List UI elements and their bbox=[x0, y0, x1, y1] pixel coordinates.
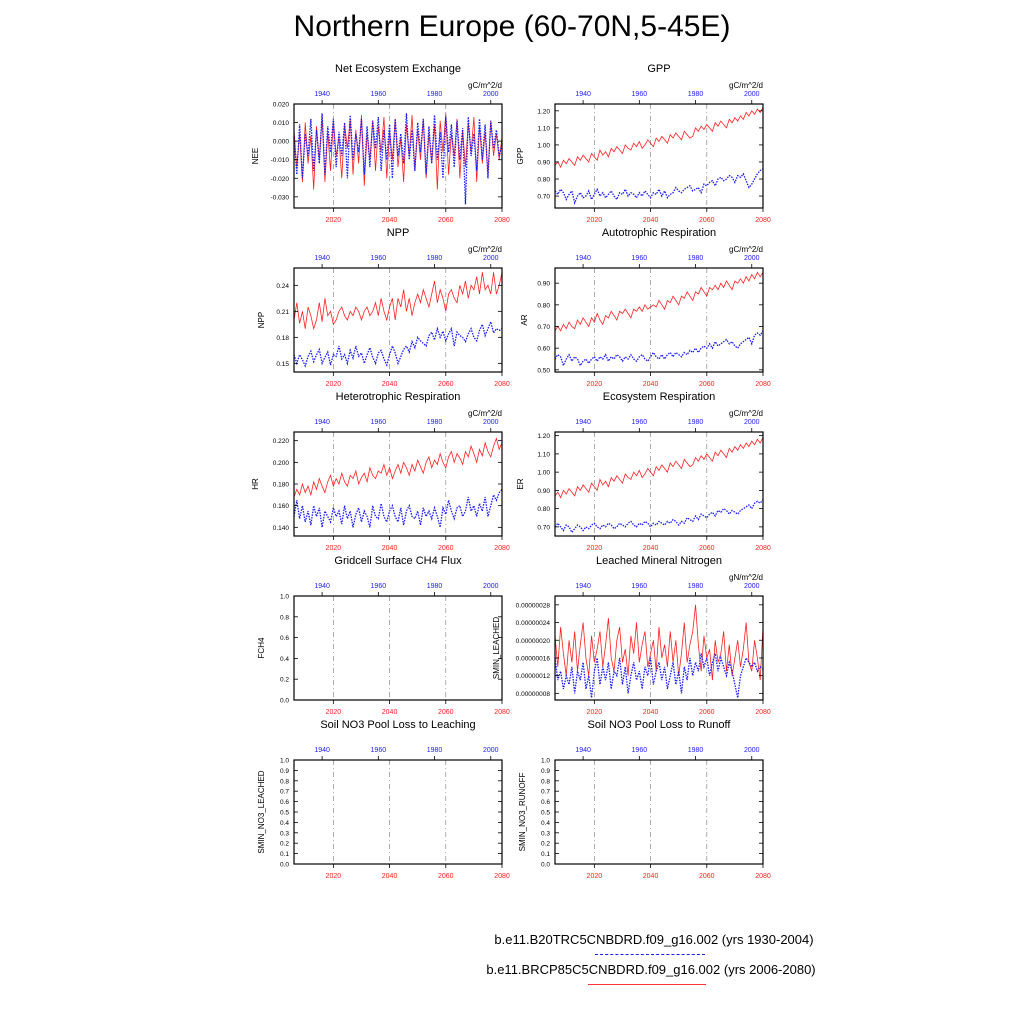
y-tick-label: 0.7 bbox=[540, 788, 550, 796]
x-tick-label-top: 2000 bbox=[482, 255, 499, 262]
series-line-historical bbox=[555, 169, 763, 203]
y-tick-label: 0.220 bbox=[272, 438, 289, 446]
x-tick-label-top: 1960 bbox=[631, 419, 648, 426]
y-tick-label: 0.3 bbox=[279, 830, 289, 838]
x-tick-label-bottom: 2020 bbox=[325, 217, 342, 224]
y-tick-label: 0.80 bbox=[537, 302, 550, 310]
chart-panel-8 bbox=[257, 719, 510, 880]
series-line-historical bbox=[294, 489, 502, 527]
y-tick-label: 0.70 bbox=[537, 324, 550, 331]
plot-frame bbox=[555, 104, 763, 208]
y-tick-label: 1.20 bbox=[537, 108, 550, 116]
y-tick-label: 0.00000024 bbox=[515, 620, 550, 628]
x-tick-label-bottom: 2080 bbox=[494, 381, 510, 388]
legend-historical-swatch bbox=[595, 954, 705, 955]
x-tick-label-top: 2000 bbox=[482, 583, 499, 590]
x-tick-label-bottom: 2020 bbox=[586, 873, 603, 880]
y-tick-label: 0.90 bbox=[537, 280, 550, 288]
x-tick-label-top: 1960 bbox=[370, 747, 387, 754]
y-tick-label: 0.140 bbox=[272, 524, 289, 532]
y-tick-label: 0.010 bbox=[272, 120, 289, 128]
x-tick-label-bottom: 2060 bbox=[698, 709, 715, 716]
y-tick-label: -0.030 bbox=[270, 194, 289, 202]
y-tick-label: 1.00 bbox=[537, 142, 550, 150]
y-tick-label: 0.00000020 bbox=[515, 637, 550, 645]
x-tick-label-bottom: 2040 bbox=[381, 381, 398, 388]
y-tick-label: 0.6 bbox=[279, 799, 289, 807]
x-tick-label-bottom: 2040 bbox=[381, 217, 398, 224]
figure-title: Northern Europe (60-70N,5-45E) bbox=[293, 10, 731, 43]
y-tick-label: -0.010 bbox=[270, 157, 289, 165]
chart-panel-1 bbox=[516, 63, 771, 224]
series-line-rcp bbox=[555, 605, 763, 680]
x-tick-label-bottom: 2020 bbox=[586, 217, 603, 224]
x-tick-label-bottom: 2020 bbox=[586, 709, 603, 716]
y-tick-label: 0.50 bbox=[537, 367, 550, 375]
y-tick-label: 0.000 bbox=[272, 138, 289, 146]
y-tick-label: 0.9 bbox=[279, 767, 289, 775]
y-tick-label: 0.0 bbox=[540, 861, 550, 869]
x-tick-label-top: 1960 bbox=[631, 255, 648, 262]
x-tick-label-top: 1940 bbox=[575, 419, 591, 426]
x-tick-label-top: 1980 bbox=[426, 91, 443, 98]
y-tick-label: 0.8 bbox=[279, 778, 289, 786]
x-tick-label-top: 1980 bbox=[426, 747, 443, 754]
units-label: gC/m^2/d bbox=[468, 245, 502, 254]
x-tick-label-bottom: 2040 bbox=[381, 545, 398, 552]
series-line-historical bbox=[294, 113, 502, 204]
y-tick-label: 0.60 bbox=[537, 345, 550, 353]
x-tick-label-top: 1940 bbox=[314, 255, 330, 262]
x-tick-label-top: 2000 bbox=[743, 91, 760, 98]
x-tick-label-bottom: 2060 bbox=[698, 873, 715, 880]
x-tick-label-bottom: 2060 bbox=[437, 873, 454, 880]
x-tick-label-top: 1960 bbox=[631, 747, 648, 754]
y-tick-label: 0.90 bbox=[537, 487, 550, 495]
y-tick-label: 0.00000008 bbox=[515, 690, 550, 698]
series-line-historical bbox=[555, 331, 763, 366]
legend-rcp-label: b.e11.BRCP85C5CNBDRD.f09_g16.002 (yrs 2006-2080) bbox=[486, 962, 816, 977]
series-line-historical bbox=[555, 500, 763, 533]
units-label: gC/m^2/d bbox=[468, 81, 502, 90]
x-tick-label-top: 1980 bbox=[426, 583, 443, 590]
x-tick-label-bottom: 2060 bbox=[437, 709, 454, 716]
y-tick-label: 0.6 bbox=[279, 635, 289, 643]
plot-frame bbox=[555, 760, 763, 864]
y-tick-label: 0.00000028 bbox=[515, 602, 550, 610]
y-tick-label: 0.70 bbox=[537, 193, 550, 201]
y-tick-label: 0.24 bbox=[276, 282, 289, 290]
x-tick-label-bottom: 2080 bbox=[755, 381, 771, 388]
y-tick-label: 0.200 bbox=[272, 459, 289, 467]
chart-title: Ecosystem Respiration bbox=[602, 391, 716, 403]
x-tick-label-top: 1980 bbox=[426, 255, 443, 262]
x-tick-label-bottom: 2040 bbox=[642, 545, 659, 552]
units-label: gC/m^2/d bbox=[729, 81, 763, 90]
x-tick-label-top: 2000 bbox=[482, 419, 499, 426]
y-tick-label: 0.90 bbox=[537, 159, 550, 167]
x-tick-label-bottom: 2060 bbox=[437, 381, 454, 388]
y-tick-label: 0.8 bbox=[540, 778, 550, 786]
x-tick-label-bottom: 2060 bbox=[698, 545, 715, 552]
y-tick-label: 0.00000016 bbox=[515, 655, 550, 663]
x-tick-label-top: 1940 bbox=[314, 419, 330, 426]
y-tick-label: 0.020 bbox=[272, 101, 289, 109]
y-axis-label: SMIN_NO3_RUNOFF bbox=[518, 772, 527, 852]
y-axis-label: NPP bbox=[257, 311, 266, 329]
x-tick-label-bottom: 2060 bbox=[437, 217, 454, 224]
series-line-historical bbox=[294, 322, 502, 366]
x-tick-label-bottom: 2080 bbox=[494, 545, 510, 552]
x-tick-label-bottom: 2080 bbox=[755, 217, 771, 224]
y-tick-label: 0.70 bbox=[537, 524, 550, 532]
y-tick-label: 0.0 bbox=[279, 697, 289, 705]
x-tick-label-bottom: 2060 bbox=[437, 545, 454, 552]
chart-title: Gridcell Surface CH4 Flux bbox=[334, 555, 462, 567]
y-axis-label: FCH4 bbox=[257, 637, 266, 659]
x-tick-label-bottom: 2080 bbox=[755, 873, 771, 880]
x-tick-label-top: 1960 bbox=[631, 91, 648, 98]
x-tick-label-bottom: 2060 bbox=[698, 381, 715, 388]
y-tick-label: 0.21 bbox=[276, 308, 289, 316]
y-tick-label: 0.1 bbox=[540, 851, 550, 859]
x-tick-label-top: 1980 bbox=[687, 255, 704, 262]
x-tick-label-top: 2000 bbox=[743, 255, 760, 262]
x-tick-label-top: 1980 bbox=[426, 419, 443, 426]
x-tick-label-top: 1980 bbox=[687, 583, 704, 590]
y-tick-label: 0.2 bbox=[540, 840, 550, 848]
y-axis-label: HR bbox=[251, 478, 260, 490]
chart-panel-5 bbox=[516, 391, 771, 552]
y-tick-label: 1.00 bbox=[537, 469, 550, 477]
x-tick-label-top: 1960 bbox=[370, 91, 387, 98]
y-tick-label: 0.18 bbox=[276, 334, 289, 342]
x-tick-label-top: 1980 bbox=[687, 747, 704, 754]
y-axis-label: AR bbox=[520, 314, 529, 326]
units-label: gN/m^2/d bbox=[729, 573, 763, 582]
x-tick-label-bottom: 2060 bbox=[698, 217, 715, 224]
chart-title: Leached Mineral Nitrogen bbox=[596, 555, 722, 567]
x-tick-label-bottom: 2040 bbox=[642, 381, 659, 388]
y-tick-label: 0.3 bbox=[540, 830, 550, 838]
y-tick-label: 0.8 bbox=[279, 614, 289, 622]
y-tick-label: 1.0 bbox=[279, 757, 289, 765]
x-tick-label-top: 1980 bbox=[687, 91, 704, 98]
x-tick-label-top: 1940 bbox=[575, 747, 591, 754]
y-tick-label: 0.80 bbox=[537, 506, 550, 514]
x-tick-label-bottom: 2040 bbox=[642, 873, 659, 880]
chart-panel-2 bbox=[257, 227, 510, 388]
chart-title: Heterotrophic Respiration bbox=[335, 391, 461, 403]
y-tick-label: 0.9 bbox=[540, 767, 550, 775]
chart-panel-9 bbox=[518, 719, 771, 880]
x-tick-label-bottom: 2020 bbox=[325, 873, 342, 880]
x-tick-label-top: 1940 bbox=[314, 583, 330, 590]
y-tick-label: 1.0 bbox=[279, 593, 289, 601]
x-tick-label-top: 1960 bbox=[370, 419, 387, 426]
legend-historical-label: b.e11.B20TRC5CNBDRD.f09_g16.002 (yrs 1930-2004) bbox=[494, 932, 814, 947]
x-tick-label-top: 1960 bbox=[370, 255, 387, 262]
y-axis-label: ER bbox=[516, 478, 525, 490]
y-axis-label: SMIN_NO3_LEACHED bbox=[257, 770, 266, 854]
x-tick-label-top: 1940 bbox=[575, 583, 591, 590]
chart-title: Soil NO3 Pool Loss to Leaching bbox=[320, 719, 476, 731]
x-tick-label-bottom: 2020 bbox=[586, 381, 603, 388]
y-tick-label: 0.15 bbox=[276, 360, 289, 368]
y-tick-label: 0.4 bbox=[279, 655, 289, 663]
x-tick-label-top: 2000 bbox=[743, 419, 760, 426]
x-tick-label-top: 2000 bbox=[482, 747, 499, 754]
y-tick-label: 0.180 bbox=[272, 481, 289, 489]
y-tick-label: 1.10 bbox=[537, 451, 550, 459]
y-tick-label: 0.4 bbox=[279, 819, 289, 827]
chart-title: Autotrophic Respiration bbox=[601, 227, 717, 239]
x-tick-label-bottom: 2080 bbox=[755, 709, 771, 716]
y-tick-label: 1.0 bbox=[540, 757, 550, 765]
chart-panel-3 bbox=[520, 227, 771, 388]
series-line-rcp bbox=[294, 439, 502, 498]
x-tick-label-bottom: 2020 bbox=[325, 545, 342, 552]
x-tick-label-bottom: 2080 bbox=[494, 709, 510, 716]
legend-rcp-swatch bbox=[588, 984, 706, 985]
series-line-rcp bbox=[555, 107, 763, 167]
y-tick-label: 0.5 bbox=[540, 809, 550, 817]
y-tick-label: 0.5 bbox=[279, 809, 289, 817]
x-tick-label-bottom: 2040 bbox=[642, 217, 659, 224]
x-tick-label-bottom: 2080 bbox=[494, 873, 510, 880]
plot-frame bbox=[555, 596, 763, 700]
series-line-rcp bbox=[555, 272, 763, 331]
y-tick-label: 0.7 bbox=[279, 788, 289, 796]
x-tick-label-bottom: 2080 bbox=[494, 217, 510, 224]
chart-panel-4 bbox=[251, 391, 510, 552]
y-tick-label: 1.20 bbox=[537, 433, 550, 441]
y-tick-label: 0.2 bbox=[279, 840, 289, 848]
series-line-rcp bbox=[294, 272, 502, 328]
x-tick-label-bottom: 2020 bbox=[586, 545, 603, 552]
plot-frame bbox=[555, 432, 763, 536]
units-label: gC/m^2/d bbox=[468, 409, 502, 418]
y-tick-label: 0.160 bbox=[272, 503, 289, 511]
y-axis-label: GPP bbox=[516, 147, 525, 165]
chart-title: NPP bbox=[386, 227, 410, 239]
chart-panel-0 bbox=[251, 63, 510, 224]
y-tick-label: 0.4 bbox=[540, 819, 550, 827]
y-tick-label: -0.020 bbox=[270, 175, 289, 183]
chart-panel-7 bbox=[492, 555, 771, 716]
x-tick-label-top: 1960 bbox=[631, 583, 648, 590]
x-tick-label-top: 2000 bbox=[743, 583, 760, 590]
y-tick-label: 0.0 bbox=[279, 861, 289, 869]
x-tick-label-top: 1960 bbox=[370, 583, 387, 590]
series-line-rcp bbox=[555, 437, 763, 497]
x-tick-label-bottom: 2040 bbox=[642, 709, 659, 716]
y-axis-label: SMIN_LEACHED bbox=[492, 616, 501, 680]
x-tick-label-bottom: 2020 bbox=[325, 381, 342, 388]
x-tick-label-top: 1940 bbox=[314, 91, 330, 98]
y-tick-label: 0.2 bbox=[279, 676, 289, 684]
plot-frame bbox=[555, 268, 763, 372]
x-tick-label-bottom: 2020 bbox=[325, 709, 342, 716]
units-label: gC/m^2/d bbox=[729, 409, 763, 418]
x-tick-label-top: 1940 bbox=[575, 91, 591, 98]
x-tick-label-top: 1940 bbox=[314, 747, 330, 754]
y-tick-label: 0.00000012 bbox=[515, 673, 550, 681]
chart-title: Soil NO3 Pool Loss to Runoff bbox=[587, 719, 731, 731]
y-tick-label: 0.6 bbox=[540, 799, 550, 807]
x-tick-label-bottom: 2040 bbox=[381, 873, 398, 880]
x-tick-label-top: 2000 bbox=[743, 747, 760, 754]
x-tick-label-bottom: 2040 bbox=[381, 709, 398, 716]
chart-title: GPP bbox=[647, 63, 671, 75]
x-tick-label-bottom: 2080 bbox=[755, 545, 771, 552]
units-label: gC/m^2/d bbox=[729, 245, 763, 254]
x-tick-label-top: 2000 bbox=[482, 91, 499, 98]
plot-frame bbox=[294, 596, 502, 700]
y-tick-label: 0.1 bbox=[279, 851, 289, 859]
y-tick-label: 0.80 bbox=[537, 176, 550, 184]
chart-panel-6 bbox=[257, 555, 510, 716]
x-tick-label-top: 1980 bbox=[687, 419, 704, 426]
chart-title: Net Ecosystem Exchange bbox=[335, 63, 461, 75]
plot-frame bbox=[294, 760, 502, 864]
y-axis-label: NEE bbox=[251, 147, 260, 165]
y-tick-label: 1.10 bbox=[537, 125, 550, 133]
x-tick-label-top: 1940 bbox=[575, 255, 591, 262]
